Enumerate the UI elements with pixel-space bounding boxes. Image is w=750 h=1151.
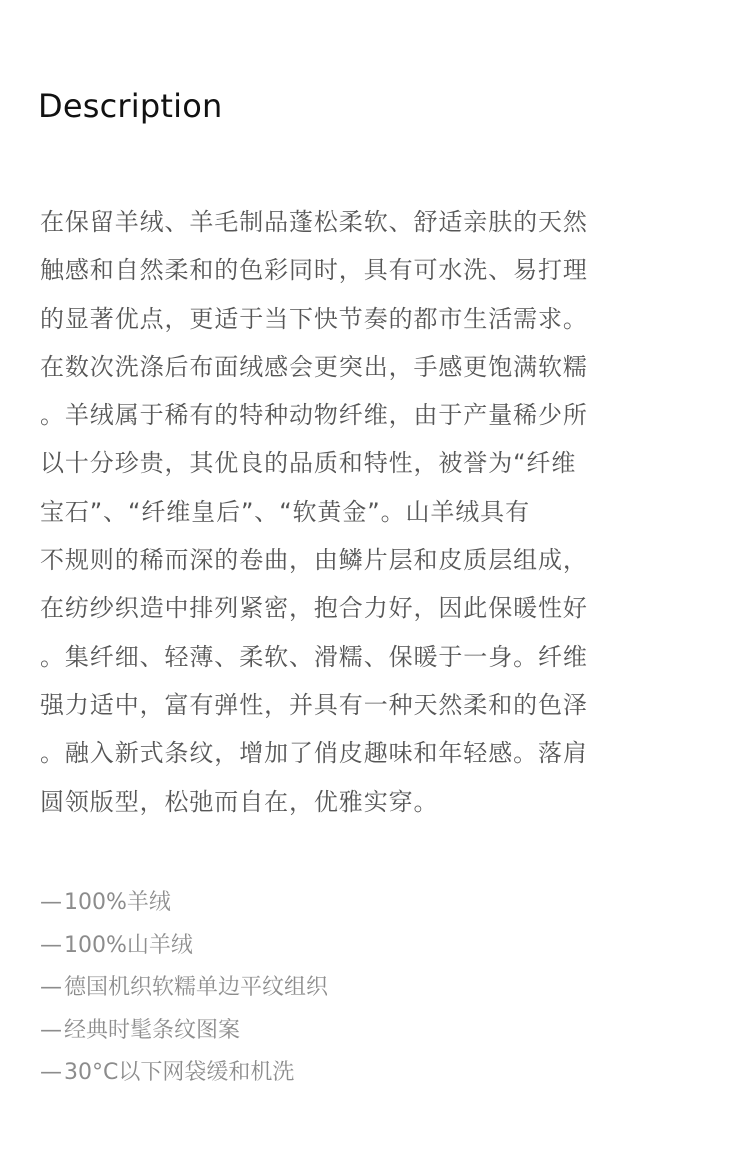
feature-item (40, 1010, 328, 1053)
dash-bullet: — (40, 890, 62, 915)
dash-bullet: — (40, 932, 62, 958)
dash-bullet: — (40, 1017, 62, 1043)
feature-list (40, 882, 328, 1095)
feature-text: 100%山羊绒 (64, 932, 193, 958)
feature-item (40, 882, 328, 925)
feature-item (40, 925, 328, 968)
feature-text: 经典时髦条纹图案 (64, 1017, 241, 1043)
dash-bullet: — (40, 975, 62, 1000)
feature-item (40, 1052, 328, 1095)
feature-item (40, 967, 328, 1010)
feature-text: 100%羊绒 (64, 890, 171, 915)
feature-text: 30°C以下网袋缓和机洗 (64, 1060, 295, 1085)
feature-text: 德国机织软糯单边平纹组织 (64, 975, 329, 1000)
description-paragraph: 在保留羊绒、羊毛制品蓬松柔软、舒适亲肤的天然 触感和自然柔和的色彩同时，具有可水洗、易打理 的显著优点，更适于当下快节奏的都市生活需求。 在数次洗涤后布面绒感会更突出，手感更饱满软糯 。羊绒属于稀有的特种动物纤维，由于产量稀少所 以十分珍贵，其优良的品质和特性，被誉为“纤维 宝石”、“纤维皇后”、“软黄金”。山羊绒具有 不规则的稀而深的卷曲，由鳞片层和皮质层组成， 在纺纱织造中排列紧密，抱合力好，因此保暖性好 。集纤细、轻薄、柔软、滑糯、保暖于一身。纤维 强力适中，富有弹性，并具有一种天然柔和的色泽 。融入新式条纹，增加了俏皮趣味和年轻感。落肩 圆领版型，松弛而自在，优雅实穿。 (40, 208, 588, 816)
section-title: Description (38, 87, 223, 125)
dash-bullet: — (40, 1060, 62, 1085)
